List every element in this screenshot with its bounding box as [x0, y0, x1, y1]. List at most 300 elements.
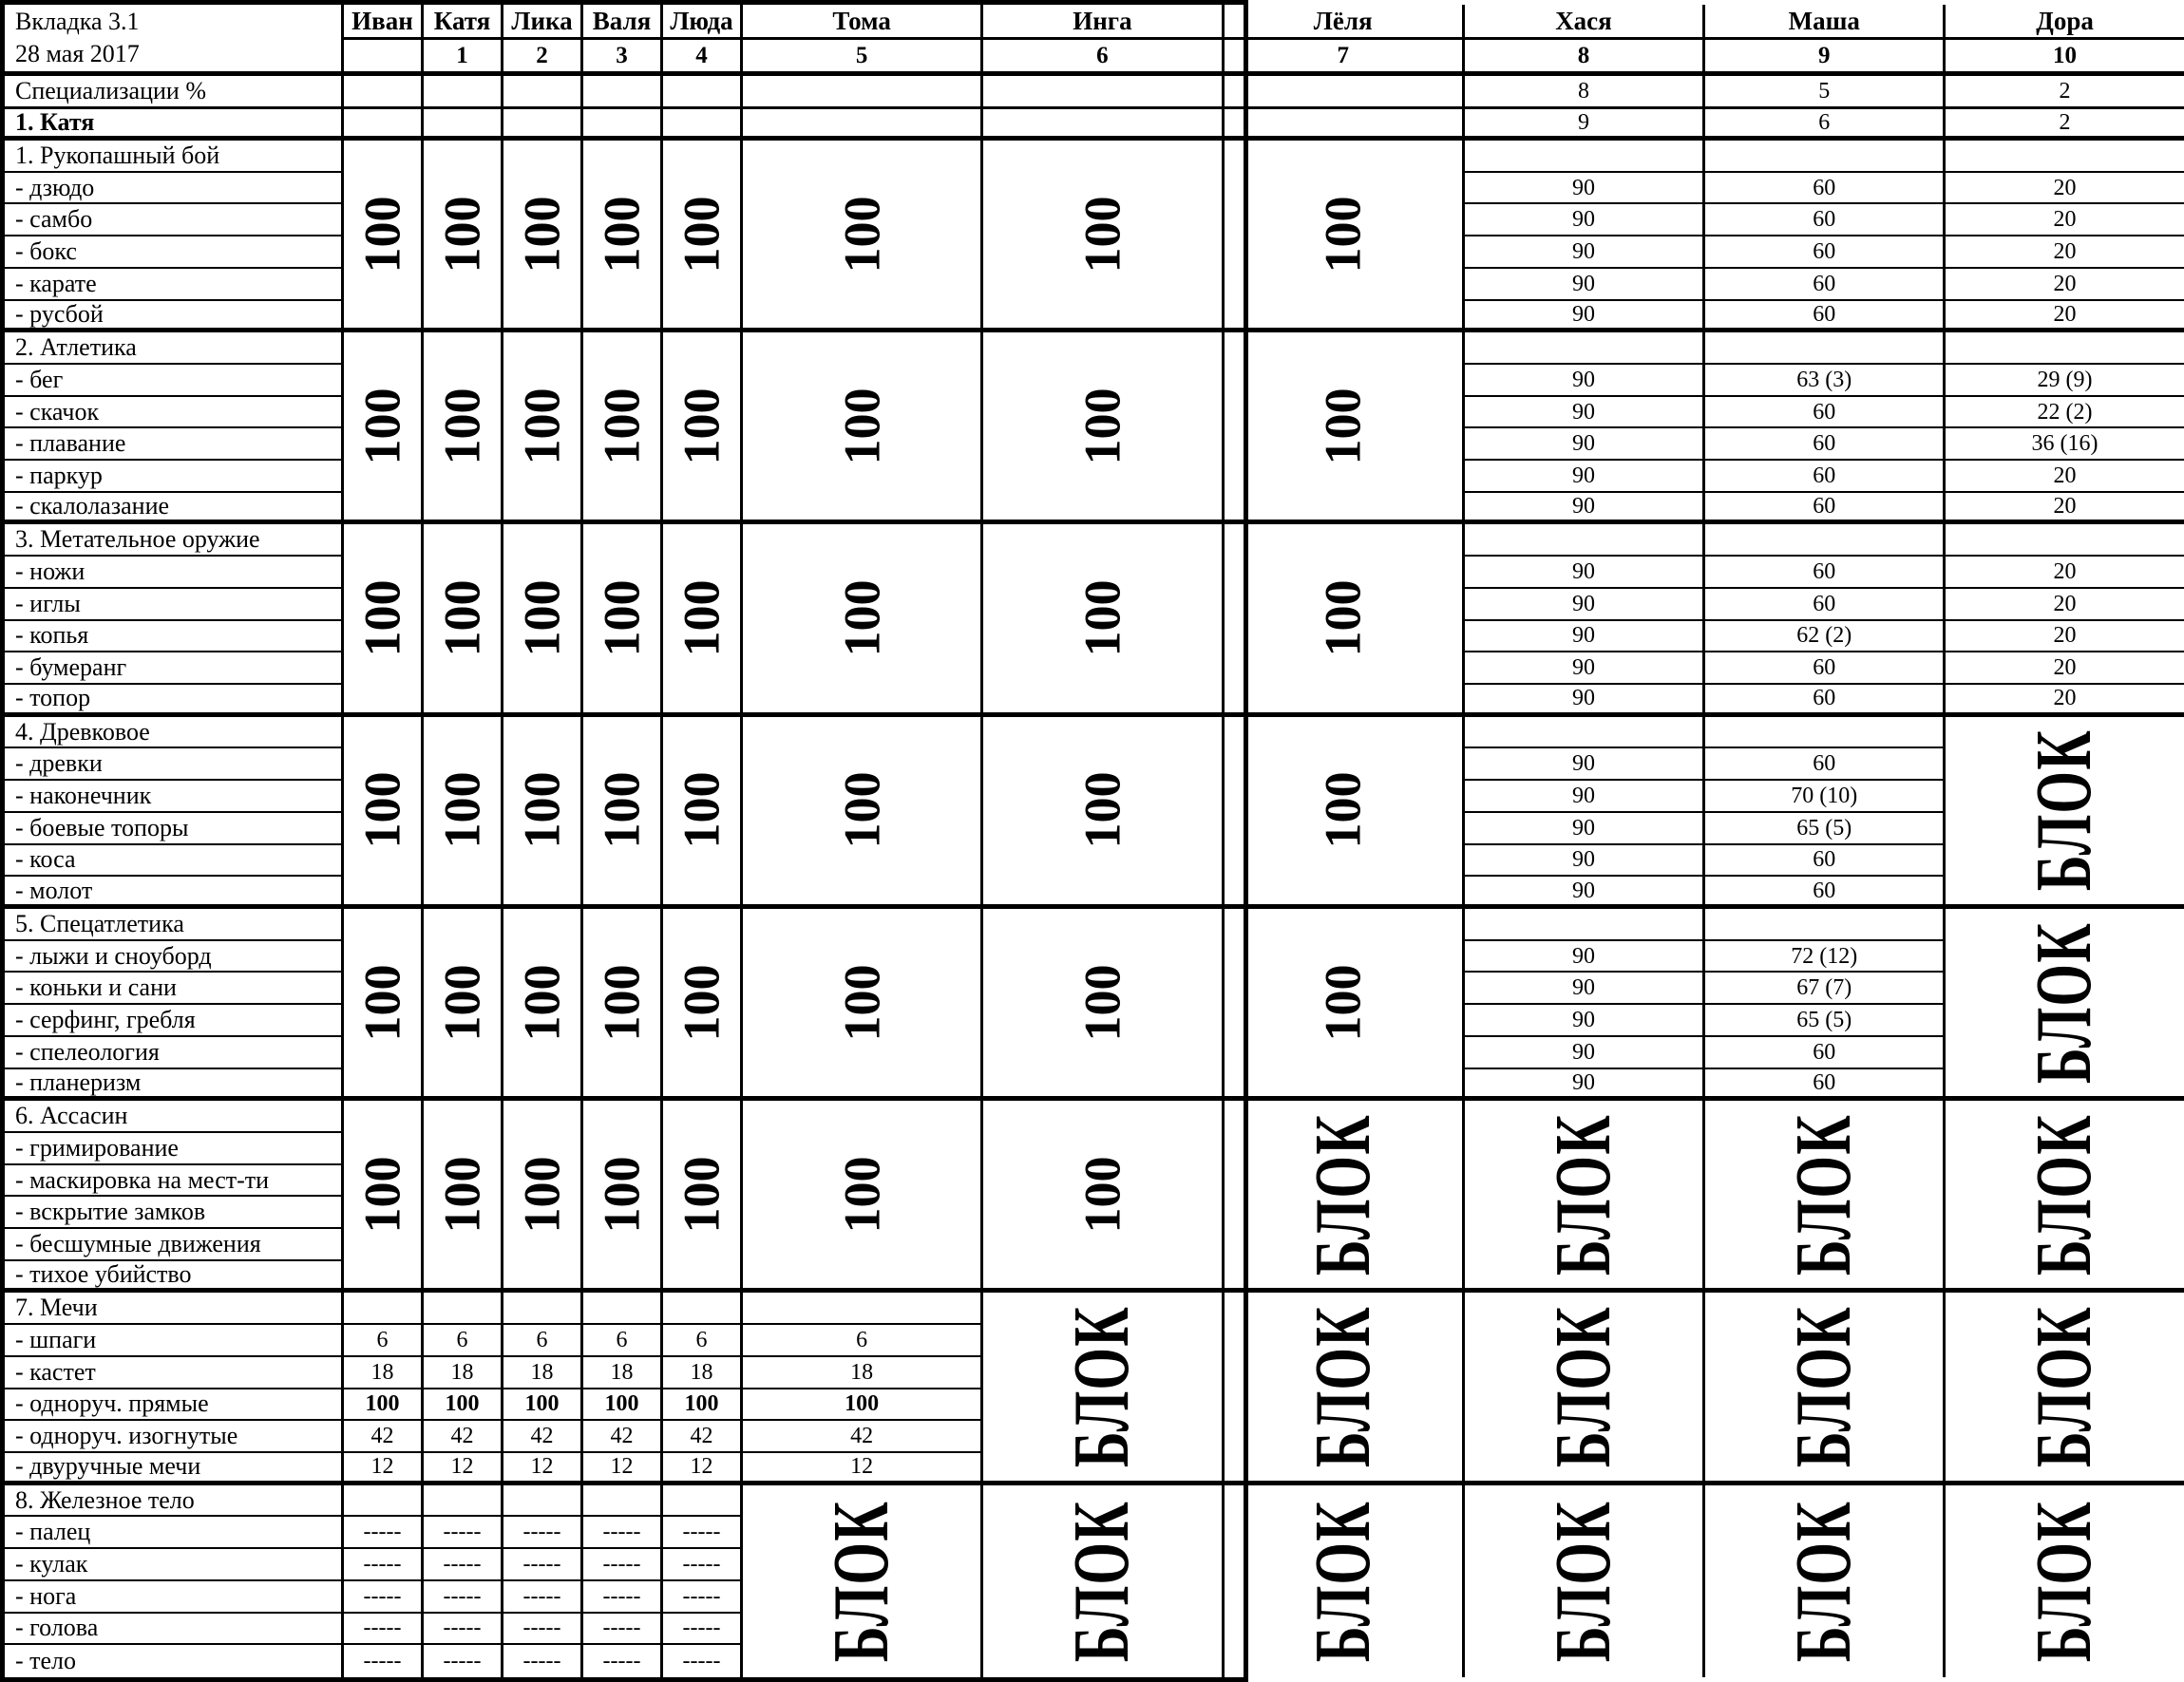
- value-cell: [1946, 461, 2183, 493]
- value-cell-text: 20: [2053, 494, 2077, 520]
- value-cell: [344, 1453, 424, 1485]
- value-cell-text: 60: [1813, 399, 1836, 425]
- column-number-text: 7: [1337, 43, 1349, 68]
- merged-100-cell: [344, 332, 424, 524]
- empty-cell: [1705, 717, 1946, 749]
- dash-cell: [663, 1517, 743, 1549]
- dash-cell: [663, 1645, 743, 1677]
- merged-100-cell: [663, 717, 743, 909]
- merged-100-cell: [344, 717, 424, 909]
- empty-cell: [1465, 141, 1705, 173]
- empty-cell: [1465, 909, 1705, 941]
- dash-cell-text: -----: [522, 1552, 561, 1577]
- merged-100-cell: [344, 524, 424, 716]
- dash-cell-text: -----: [682, 1520, 721, 1545]
- merged-100-cell-text: 100: [513, 964, 571, 1042]
- column-header: [424, 5, 503, 40]
- merged-blok-cell-text: БЛОК: [1057, 1500, 1147, 1662]
- row-label: [5, 1517, 344, 1549]
- dash-cell: [583, 1517, 663, 1549]
- value-cell: [743, 1357, 983, 1389]
- empty-cell: [1705, 332, 1946, 365]
- merged-100-cell: [503, 524, 583, 716]
- row-label: [5, 845, 344, 878]
- value-cell: [503, 1325, 583, 1357]
- value-cell: [1705, 301, 1946, 333]
- merged-100-cell-text: 100: [1314, 196, 1372, 274]
- value-cell: [1465, 781, 1705, 813]
- merged-100-cell: [424, 717, 503, 909]
- value-cell-text: 42: [450, 1424, 474, 1449]
- column-number: [663, 40, 743, 76]
- value-cell: [424, 1453, 503, 1485]
- merged-100-cell-text: 100: [673, 964, 731, 1042]
- merged-100-cell-text: 100: [593, 771, 651, 849]
- row-label-text: - маскировка на мест-ти: [15, 1165, 270, 1194]
- merged-blok-cell-text: БЛОК: [2020, 1113, 2109, 1276]
- merged-blok-cell-text: БЛОК: [817, 1500, 906, 1662]
- value-cell: [1465, 621, 1705, 653]
- value-cell: [503, 1357, 583, 1389]
- merged-blok-cell: [1465, 1293, 1705, 1484]
- merged-blok-cell-text: БЛОК: [2020, 1306, 2109, 1468]
- value-cell-text: 60: [1813, 271, 1836, 296]
- value-cell: [1705, 877, 1946, 909]
- merged-100-cell-text: 100: [1073, 579, 1131, 657]
- value-cell: [424, 1357, 503, 1389]
- value-cell: [1465, 1069, 1705, 1102]
- value-cell-text: 29 (9): [2037, 367, 2093, 392]
- row-label-text: - нога: [15, 1581, 77, 1610]
- column-header-text: Лика: [511, 6, 573, 35]
- merged-100-cell: [583, 909, 663, 1101]
- value-cell-text: 90: [1571, 975, 1595, 1001]
- dash-cell: [503, 1581, 583, 1614]
- empty-cell: [1705, 141, 1946, 173]
- dash-cell: [344, 1517, 424, 1549]
- value-cell-text: 90: [1571, 431, 1595, 457]
- empty-cell: [503, 1293, 583, 1325]
- row-label-text: - кастет: [15, 1357, 96, 1386]
- value-cell: [1465, 269, 1705, 301]
- merged-100-cell: [424, 1101, 503, 1293]
- spec-row-label: [5, 76, 344, 109]
- merged-blok-cell-text: БЛОК: [2020, 1500, 2109, 1662]
- dash-cell: [503, 1517, 583, 1549]
- value-cell: [1705, 813, 1946, 845]
- dash-cell-text: -----: [682, 1649, 721, 1674]
- section-title-text: 7. Мечи: [15, 1294, 98, 1322]
- row-label-text: - ножи: [15, 558, 85, 586]
- value-cell-text: 90: [1571, 463, 1595, 488]
- value-cell-text: 42: [370, 1424, 394, 1449]
- merged-100-cell-text: 100: [1073, 964, 1131, 1042]
- value-cell-text: 90: [1571, 301, 1595, 327]
- value-cell-text: 12: [530, 1454, 554, 1480]
- value-cell-text: 60: [1813, 1069, 1836, 1095]
- merged-100-cell: [663, 332, 743, 524]
- row-label-text: - лыжи и сноуборд: [15, 941, 212, 970]
- value-cell-text: 90: [1571, 559, 1595, 585]
- value-cell-text: 12: [370, 1454, 394, 1480]
- empty-cell: [503, 1485, 583, 1518]
- merged-100-cell-text: 100: [593, 1156, 651, 1234]
- value-cell: [503, 1453, 583, 1485]
- merged-100-cell: [503, 717, 583, 909]
- empty-cell: [424, 1293, 503, 1325]
- katya-value-cell: [1225, 109, 1465, 141]
- dash-cell: [424, 1549, 503, 1581]
- value-cell: [1465, 748, 1705, 781]
- merged-100-cell: [424, 141, 503, 332]
- empty-cell: [1465, 332, 1705, 365]
- column-number-text: 9: [1818, 43, 1831, 68]
- value-cell: [1465, 941, 1705, 973]
- value-cell: [1465, 173, 1705, 205]
- row-label: [5, 204, 344, 236]
- value-cell: [1465, 557, 1705, 589]
- column-header: [344, 5, 424, 40]
- value-cell: [663, 1453, 743, 1485]
- value-cell-text: 20: [2053, 301, 2077, 327]
- merged-100-cell-text: 100: [513, 196, 571, 274]
- column-header-text: Люда: [670, 6, 733, 35]
- value-cell: [1465, 204, 1705, 236]
- merged-100-cell-text: 100: [593, 579, 651, 657]
- value-cell: [1465, 685, 1705, 717]
- spec-value-cell: [1946, 76, 2183, 109]
- merged-100-cell-text: 100: [353, 387, 411, 465]
- merged-100-cell: [743, 909, 983, 1101]
- dash-cell: [583, 1614, 663, 1646]
- row-label-text: - паркур: [15, 461, 103, 489]
- column-number-text: 5: [855, 43, 868, 68]
- row-label: [5, 428, 344, 461]
- row-label-text: - скачок: [15, 397, 100, 425]
- merged-blok-cell: [983, 1485, 1224, 1677]
- row-label-text: - бумеранг: [15, 653, 127, 682]
- value-cell: [1465, 365, 1705, 397]
- value-cell: [1705, 781, 1946, 813]
- spec-value-cell: [344, 76, 424, 109]
- dash-cell: [344, 1581, 424, 1614]
- value-cell: [1705, 461, 1946, 493]
- spec-value-cell: [424, 76, 503, 109]
- value-cell-text: 90: [1571, 878, 1595, 903]
- value-cell-text: 60: [1813, 175, 1836, 200]
- value-cell: [1705, 236, 1946, 269]
- merged-100-cell: [983, 1101, 1224, 1293]
- column-number: [743, 40, 983, 76]
- section-title: [5, 332, 344, 365]
- merged-100-cell-text: 100: [433, 387, 491, 465]
- value-cell-text: 100: [845, 1391, 880, 1417]
- merged-100-cell: [663, 141, 743, 332]
- row-label-text: - дзюдо: [15, 173, 95, 201]
- value-cell: [1946, 365, 2183, 397]
- merged-100-cell-text: 100: [833, 964, 891, 1042]
- merged-blok-cell: [1705, 1101, 1946, 1293]
- column-header: [1225, 5, 1465, 40]
- row-label: [5, 301, 344, 333]
- merged-100-cell: [424, 909, 503, 1101]
- value-cell: [583, 1453, 663, 1485]
- value-cell-text: 60: [1813, 207, 1836, 233]
- value-cell-text: 60: [1813, 431, 1836, 457]
- column-header: [583, 5, 663, 40]
- merged-100-cell: [583, 141, 663, 332]
- merged-100-cell: [663, 1101, 743, 1293]
- value-cell: [1465, 813, 1705, 845]
- value-cell-text: 90: [1571, 591, 1595, 616]
- merged-100-cell-text: 100: [433, 196, 491, 274]
- katya-value-cell-text: 9: [1577, 110, 1589, 135]
- value-cell-text: 90: [1571, 1069, 1595, 1095]
- empty-cell: [1946, 524, 2183, 557]
- value-cell-text: 100: [445, 1391, 480, 1417]
- value-cell: [1705, 589, 1946, 621]
- spec-value-cell: [743, 76, 983, 109]
- value-cell: [1946, 621, 2183, 653]
- row-label-text: - карате: [15, 269, 97, 297]
- merged-100-cell: [743, 141, 983, 332]
- merged-100-cell-text: 100: [433, 964, 491, 1042]
- row-label: [5, 236, 344, 269]
- row-label-text: - наконечник: [15, 782, 152, 809]
- value-cell: [1465, 877, 1705, 909]
- value-cell: [1705, 748, 1946, 781]
- value-cell: [1465, 236, 1705, 269]
- merged-100-cell-text: 100: [1073, 387, 1131, 465]
- row-label: [5, 1037, 344, 1069]
- merged-100-cell: [344, 1101, 424, 1293]
- dash-cell-text: -----: [363, 1649, 402, 1674]
- row-label-text: - планеризм: [15, 1068, 142, 1096]
- value-cell-text: 20: [2053, 271, 2077, 296]
- value-cell: [743, 1421, 983, 1453]
- value-cell: [583, 1357, 663, 1389]
- merged-100-cell-text: 100: [673, 387, 731, 465]
- merged-100-cell-text: 100: [1073, 771, 1131, 849]
- row-label-text: - одноруч. прямые: [15, 1389, 209, 1418]
- value-cell-text: 12: [690, 1454, 713, 1480]
- row-label-text: - молот: [15, 876, 93, 904]
- dash-cell-text: -----: [602, 1649, 641, 1674]
- merged-100-cell: [1225, 524, 1465, 716]
- value-cell-text: 90: [1571, 207, 1595, 233]
- merged-100-cell: [1225, 141, 1465, 332]
- dash-cell-text: -----: [522, 1583, 561, 1609]
- value-cell-text: 42: [530, 1424, 554, 1449]
- katya-value-cell: [583, 109, 663, 141]
- value-cell-text: 90: [1571, 399, 1595, 425]
- dash-cell: [663, 1581, 743, 1614]
- column-header: [503, 5, 583, 40]
- merged-blok-cell: [983, 1293, 1224, 1484]
- value-cell-text: 90: [1571, 367, 1595, 392]
- value-cell-text: 20: [2053, 655, 2077, 681]
- katya-value-cell-text: 6: [1818, 110, 1831, 135]
- value-cell-text: 65 (5): [1796, 1007, 1852, 1032]
- value-cell-text: 60: [1813, 591, 1836, 616]
- section-title-text: 6. Ассасин: [15, 1102, 128, 1130]
- value-cell-text: 72 (12): [1791, 943, 1858, 969]
- merged-100-cell: [743, 717, 983, 909]
- merged-100-cell: [344, 141, 424, 332]
- row-label-text: - самбо: [15, 205, 93, 234]
- merged-blok-cell: [1946, 1293, 2183, 1484]
- section-title: [5, 1485, 344, 1518]
- value-cell-text: 12: [850, 1454, 874, 1480]
- value-cell-text: 60: [1813, 238, 1836, 264]
- section-title: [5, 1101, 344, 1133]
- value-cell: [743, 1389, 983, 1422]
- column-number: [583, 40, 663, 76]
- row-label: [5, 589, 344, 621]
- row-label: [5, 813, 344, 845]
- value-cell-text: 36 (16): [2031, 431, 2099, 457]
- merged-100-cell-text: 100: [513, 579, 571, 657]
- value-cell: [1946, 493, 2183, 525]
- merged-100-cell: [424, 524, 503, 716]
- column-number: [1225, 40, 1465, 76]
- merged-blok-cell: [1705, 1293, 1946, 1484]
- row-label: [5, 973, 344, 1005]
- row-label-text: - тихое убийство: [15, 1260, 192, 1289]
- row-label-text: - одноруч. изогнутые: [15, 1422, 238, 1450]
- section-title: [5, 1293, 344, 1325]
- column-header: [1946, 5, 2183, 40]
- empty-cell: [1705, 909, 1946, 941]
- row-label: [5, 1165, 344, 1198]
- row-label-text: - скалолазание: [15, 492, 170, 520]
- value-cell-text: 90: [1571, 238, 1595, 264]
- value-cell: [583, 1421, 663, 1453]
- dash-cell-text: -----: [682, 1616, 721, 1641]
- dash-cell-text: -----: [522, 1520, 561, 1545]
- row-label-text: - тело: [15, 1647, 77, 1675]
- merged-100-cell-text: 100: [513, 1156, 571, 1234]
- value-cell-text: 18: [370, 1359, 394, 1385]
- column-header-text: Дора: [2036, 6, 2094, 35]
- column-header: [1705, 5, 1946, 40]
- value-cell-text: 18: [610, 1359, 634, 1385]
- value-cell-text: 22 (2): [2037, 399, 2093, 425]
- empty-cell: [1465, 524, 1705, 557]
- merged-blok-cell: [1946, 1101, 2183, 1293]
- row-label-text: - плавание: [15, 429, 126, 458]
- section-title: [5, 909, 344, 941]
- value-cell-text: 60: [1813, 1039, 1836, 1065]
- row-label-text: - топор: [15, 684, 91, 712]
- spec-row-label-text: Специализации %: [15, 77, 206, 104]
- merged-100-cell-text: 100: [1314, 771, 1372, 849]
- merged-100-cell: [583, 332, 663, 524]
- row-label: [5, 1005, 344, 1037]
- value-cell-text: 90: [1571, 1039, 1595, 1065]
- value-cell: [1705, 685, 1946, 717]
- column-number: [1946, 40, 2183, 76]
- merged-blok-cell-text: БЛОК: [1298, 1306, 1387, 1468]
- section-title-text: 4. Древковое: [15, 717, 150, 746]
- column-number: [1465, 40, 1705, 76]
- merged-100-cell-text: 100: [673, 771, 731, 849]
- value-cell: [1946, 589, 2183, 621]
- merged-100-cell: [1225, 717, 1465, 909]
- merged-blok-cell-text: БЛОК: [1298, 1500, 1387, 1662]
- value-cell: [1946, 397, 2183, 429]
- merged-100-cell-text: 100: [1314, 964, 1372, 1042]
- row-label-text: - русбой: [15, 299, 104, 328]
- katya-row-label: [5, 109, 344, 141]
- value-cell-text: 65 (5): [1796, 815, 1852, 841]
- column-header-text: Маша: [1788, 6, 1860, 35]
- merged-100-cell: [503, 1101, 583, 1293]
- katya-row-label-text: 1. Катя: [15, 108, 95, 136]
- value-cell: [503, 1389, 583, 1422]
- merged-100-cell-text: 100: [433, 579, 491, 657]
- merged-100-cell-text: 100: [593, 964, 651, 1042]
- merged-blok-cell: [1225, 1101, 1465, 1293]
- value-cell-text: 100: [524, 1391, 560, 1417]
- value-cell: [1465, 652, 1705, 685]
- row-label: [5, 1261, 344, 1294]
- value-cell-text: 20: [2053, 686, 2077, 711]
- row-label-text: - бокс: [15, 236, 77, 265]
- empty-cell: [583, 1485, 663, 1518]
- row-label-text: - голова: [15, 1614, 99, 1642]
- value-cell: [344, 1421, 424, 1453]
- row-label: [5, 781, 344, 813]
- value-cell-text: 20: [2053, 175, 2077, 200]
- value-cell: [1705, 557, 1946, 589]
- katya-value-cell: [424, 109, 503, 141]
- katya-value-cell: [743, 109, 983, 141]
- katya-value-cell: [503, 109, 583, 141]
- dash-cell-text: -----: [602, 1583, 641, 1609]
- row-label: [5, 1645, 344, 1677]
- merged-100-cell-text: 100: [673, 1156, 731, 1234]
- row-label: [5, 1389, 344, 1422]
- column-number-text: 1: [456, 43, 468, 68]
- dash-cell-text: -----: [363, 1616, 402, 1641]
- row-label-text: - палец: [15, 1518, 91, 1546]
- spec-value-cell: [663, 76, 743, 109]
- dash-cell-text: -----: [443, 1552, 482, 1577]
- row-label-text: - боевые топоры: [15, 813, 189, 841]
- merged-100-cell: [503, 141, 583, 332]
- value-cell: [1705, 365, 1946, 397]
- katya-value-cell: [344, 109, 424, 141]
- column-number-text: 10: [2053, 43, 2078, 68]
- dash-cell: [583, 1581, 663, 1614]
- row-label: [5, 461, 344, 493]
- value-cell-text: 42: [690, 1424, 713, 1449]
- value-cell: [1705, 173, 1946, 205]
- row-label-text: - коса: [15, 845, 76, 874]
- dash-cell-text: -----: [602, 1616, 641, 1641]
- merged-blok-cell-text: БЛОК: [1057, 1306, 1147, 1468]
- row-label: [5, 1549, 344, 1581]
- value-cell-text: 6: [456, 1328, 468, 1353]
- column-number: [503, 40, 583, 76]
- column-number: [344, 40, 424, 76]
- merged-100-cell: [983, 717, 1224, 909]
- merged-100-cell-text: 100: [1073, 1156, 1131, 1234]
- value-cell: [1705, 428, 1946, 461]
- katya-value-cell-text: 2: [2059, 110, 2071, 135]
- row-label: [5, 493, 344, 525]
